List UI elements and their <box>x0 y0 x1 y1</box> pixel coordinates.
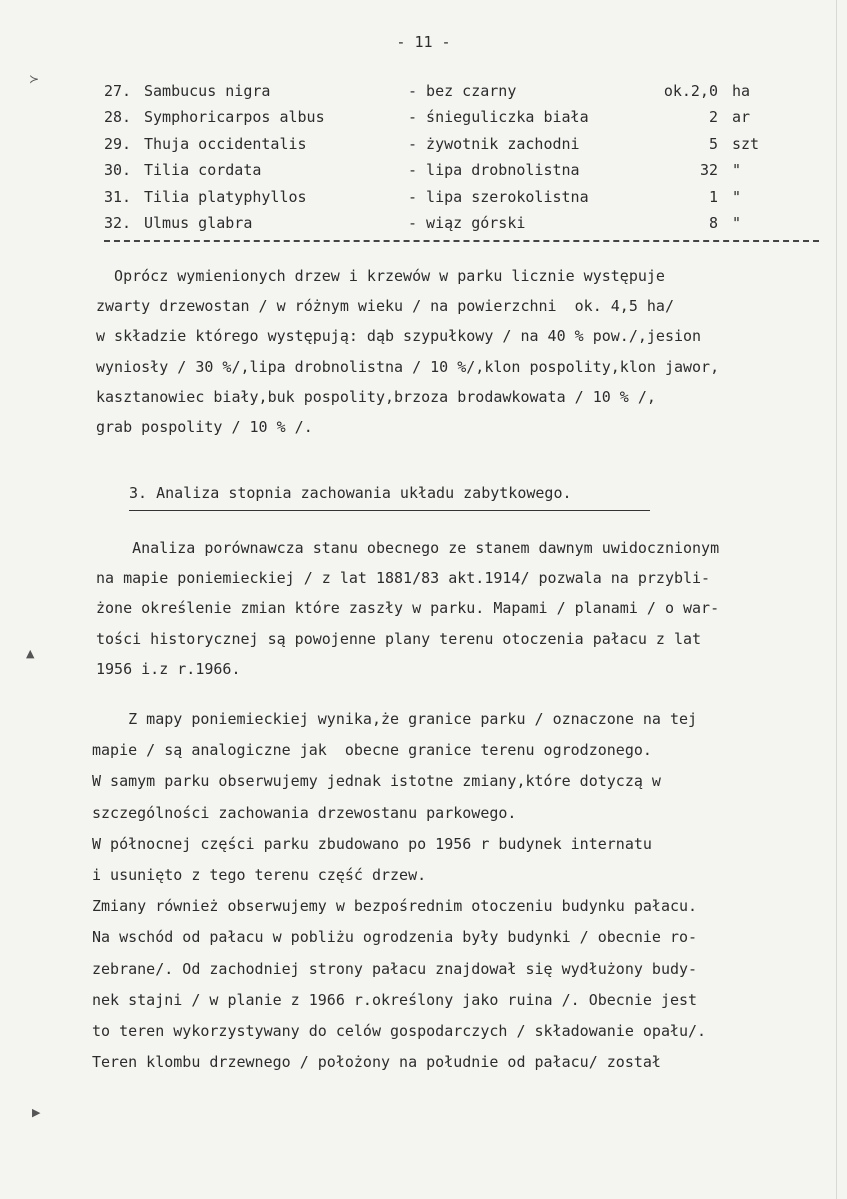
species-polish-name: - lipa szerokolistna <box>408 187 589 206</box>
species-polish-name: - żywotnik zachodni <box>408 134 580 153</box>
species-polish-name: - wiąz górski <box>408 213 526 232</box>
species-unit: ha <box>732 82 751 100</box>
species-row <box>104 108 764 134</box>
dashed-separator <box>104 240 819 242</box>
species-row <box>104 161 764 187</box>
species-latin-name: Ulmus glabra <box>144 213 253 232</box>
species-latin-name: Symphoricarpos albus <box>144 108 325 127</box>
paragraph-comparative-analysis: Analiza porównawcza stanu obecnego ze stanem dawnym uwidocznionym na mapie poniemieckiej / z lat 1881/83 akt.1914/ pozwala na przybli- żone określenie zmian które zaszły w parku. Mapami / planami / o war- tości historycznej są powojenne plany terenu otoczenia pałacu z lat 1956 i.z r.1966. <box>96 539 720 678</box>
species-polish-name: - bez czarny <box>408 82 517 100</box>
margin-arrow-mark: ▲ <box>26 647 35 660</box>
species-unit: ar <box>732 108 751 127</box>
margin-tick-mark: ≻ <box>29 72 40 86</box>
species-unit: " <box>732 213 742 232</box>
species-number: 31. <box>104 187 132 206</box>
species-unit: " <box>732 187 742 206</box>
species-amount: 1 <box>708 187 718 206</box>
paragraph-changes: Z mapy poniemieckiej wynika,że granice parku / oznaczone na tej mapie / są analogiczne jak obecne granice terenu ogrodzonego. W samym parku obserwujemy jednak istotne zmiany,które dotyczą w szczególności zachowania drzewostanu parkowego. W północnej części parku zbudowano po 1956 r budynek internatu i usunięto z tego terenu część drzew. Zmiany również obserwujemy w bezpośrednim otoczeniu budynku pałacu. Na wschód od pałacu w pobliżu ogrodzenia były budynki / obecnie ro- zebrane/. Od zachodniej strony pałacu znajdował się wydłużony budy- nek stajni / w planie z 1966 r.określony jako ruina /. Obecnie jest to teren wykorzystywany do celów gospodarczych / składowanie opału/. Teren klombu drzewnego / położony na południe od pałacu/ został <box>92 710 707 1072</box>
species-latin-name: Tilia platyphyllos <box>144 187 307 206</box>
page-edge-line <box>836 0 837 1199</box>
species-amount: 8 <box>708 213 718 232</box>
species-polish-name: - śnieguliczka biała <box>408 108 589 127</box>
species-latin-name: Tilia cordata <box>144 161 262 180</box>
species-amount: 32 <box>699 161 718 180</box>
page-number: - 11 - <box>396 33 451 51</box>
species-latin-name: Sambucus nigra <box>144 82 271 100</box>
species-amount: ok.2,0 <box>663 82 718 100</box>
species-number: 29. <box>104 134 132 153</box>
species-number: 30. <box>104 161 132 180</box>
margin-arrow-mark: ▶ <box>32 1106 41 1119</box>
species-number: 32. <box>104 213 132 232</box>
species-unit: " <box>732 161 742 180</box>
species-row <box>104 214 764 240</box>
paragraph-tree-stand: Oprócz wymienionych drzew i krzewów w parku licznie występuje zwarty drzewostan / w różnym wieku / na powierzchni ok. 4,5 ha/ w składzie którego występują: dąb szypułkowy / na 40 % pow./,jesion wyniosły / 30 %/,lipa drobnolistna / 10 %/,klon pospolity,klon jawor, kasztanowiec biały,buk pospolity,brzoza brodawkowata / 10 % /, grab pospolity / 10 % /. <box>96 267 720 437</box>
species-number: 27. <box>104 82 132 100</box>
species-amount: 5 <box>708 134 718 153</box>
species-row <box>104 82 764 108</box>
species-polish-name: - lipa drobnolistna <box>408 161 580 180</box>
species-row <box>104 188 764 214</box>
species-row <box>104 135 764 161</box>
species-latin-name: Thuja occidentalis <box>144 134 307 153</box>
species-list <box>104 82 764 240</box>
species-unit: szt <box>732 134 760 153</box>
species-number: 28. <box>104 108 132 127</box>
section-heading: 3. Analiza stopnia zachowania układu zabytkowego. <box>129 482 650 511</box>
species-amount: 2 <box>708 108 718 127</box>
